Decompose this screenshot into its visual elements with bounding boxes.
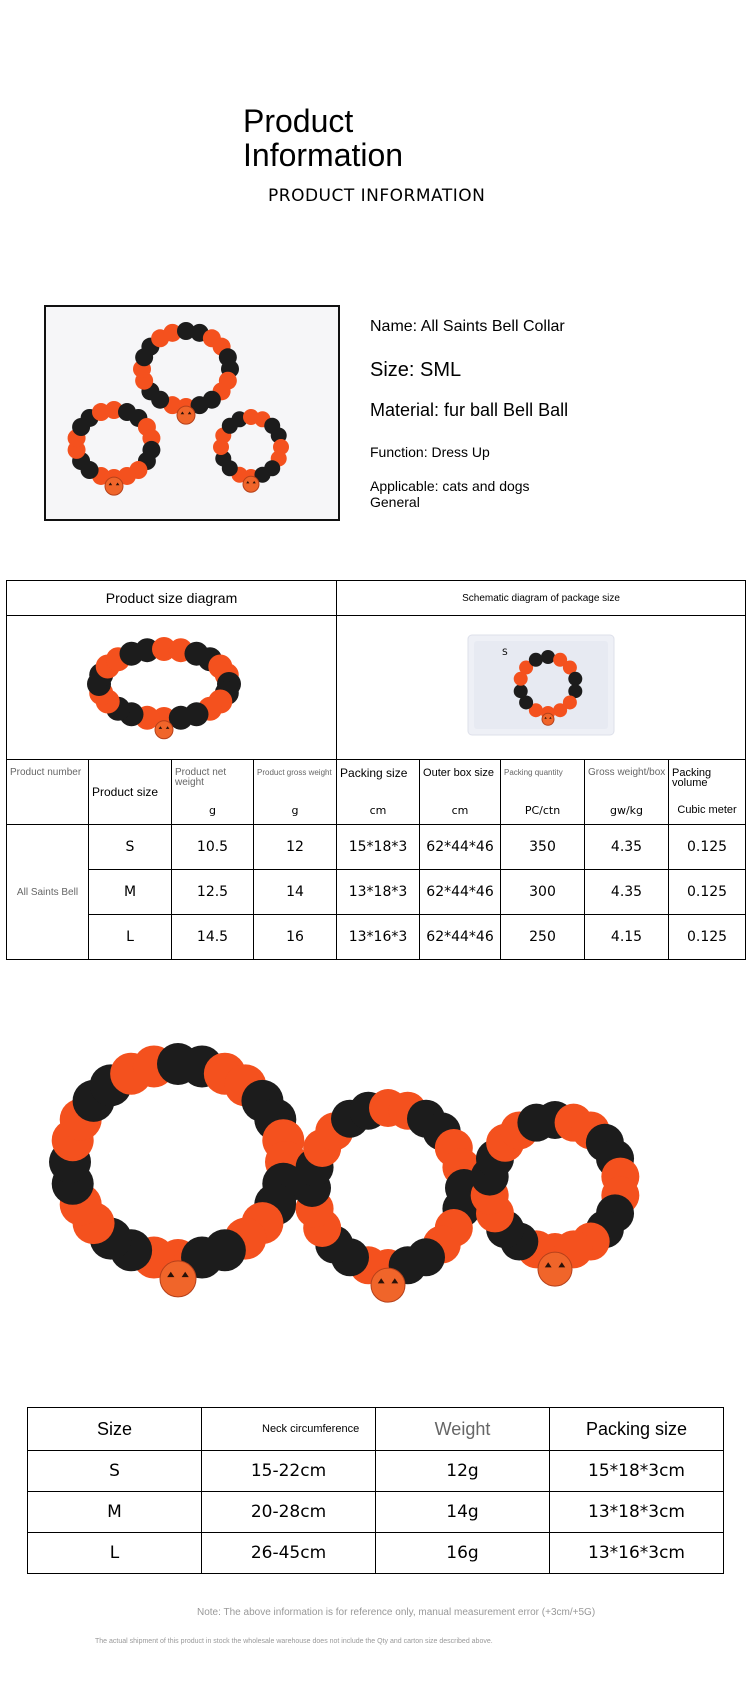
cell-outer: 62*44*46	[420, 870, 501, 915]
unit-qty: PC/ctn	[501, 796, 585, 825]
product-photo	[44, 305, 340, 521]
weight-col-header: Weight	[376, 1408, 550, 1451]
collar-small-left	[68, 401, 161, 495]
col-gross-weight: Product gross weight	[254, 760, 337, 797]
table-row	[28, 1533, 724, 1574]
cell-qty: 250	[501, 915, 585, 960]
cell-volume: 0.125	[669, 825, 746, 870]
unit-outer: cm	[420, 796, 501, 825]
cell-packing: 15*18*3	[337, 825, 420, 870]
col-net-weight: Product net weight	[172, 760, 254, 797]
col-product-number: Product number	[7, 760, 89, 825]
pom-pom-ball	[529, 653, 543, 667]
cell-size: L	[89, 915, 172, 960]
unit-volume: Cubic meter	[669, 796, 746, 825]
size-diagram-header: Product size diagram	[7, 581, 337, 616]
collar-small-right	[213, 409, 289, 492]
unit-gross: g	[254, 796, 337, 825]
cell-qty: 300	[501, 870, 585, 915]
note-shipment: The actual shipment of this product in stock the wholesale warehouse does not include the Qty and carton size described above.	[95, 1638, 493, 1645]
product-name: Name: All Saints Bell Collar	[370, 318, 565, 335]
cell-packing: 15*18*3cm	[550, 1451, 724, 1492]
pumpkin-bell-icon	[155, 721, 173, 739]
cell-neck: 15-22cm	[202, 1451, 376, 1492]
cell-gw: 4.35	[585, 870, 669, 915]
product-applicable: Applicable: cats and dogs General	[370, 478, 530, 510]
collar-small-big	[471, 1101, 640, 1286]
cell-size: M	[89, 870, 172, 915]
page-title: Product Information	[243, 103, 404, 173]
product-function: Function: Dress Up	[370, 444, 490, 460]
collar-medium-big	[293, 1089, 483, 1302]
pumpkin-bell-icon	[243, 476, 259, 492]
collars-illustration	[46, 307, 338, 519]
package-illustration	[466, 633, 616, 737]
cell-packing: 13*16*3cm	[550, 1533, 724, 1574]
product-number-cell: All Saints Bell	[7, 825, 89, 960]
package-bag-inner	[474, 641, 608, 729]
cell-gross: 16	[254, 915, 337, 960]
cell-size: M	[28, 1492, 202, 1533]
table-row	[7, 870, 746, 915]
unit-packing: cm	[337, 796, 420, 825]
cell-gross: 12	[254, 825, 337, 870]
pom-pom-ball	[568, 672, 582, 686]
col-gross-box: Gross weight/box	[585, 760, 669, 797]
unit-gw: gw/kg	[585, 796, 669, 825]
cell-size: S	[89, 825, 172, 870]
cell-size: S	[28, 1451, 202, 1492]
pom-pom-ball	[541, 650, 555, 664]
cell-weight: 12g	[376, 1451, 550, 1492]
cell-packing: 13*18*3	[337, 870, 420, 915]
collar-large	[133, 322, 239, 424]
cell-size: L	[28, 1533, 202, 1574]
cell-weight: 16g	[376, 1533, 550, 1574]
cell-packing: 13*18*3cm	[550, 1492, 724, 1533]
cell-outer: 62*44*46	[420, 825, 501, 870]
col-product-size: Product size	[89, 760, 172, 825]
product-size: Size: SML	[370, 359, 462, 381]
pom-pom-ball	[514, 684, 528, 698]
cell-qty: 350	[501, 825, 585, 870]
cell-gw: 4.15	[585, 915, 669, 960]
cell-outer: 62*44*46	[420, 915, 501, 960]
packing-col-header: Packing size	[550, 1408, 724, 1451]
pumpkin-bell-icon	[538, 1252, 572, 1286]
cell-net: 10.5	[172, 825, 254, 870]
pumpkin-bell-icon	[177, 406, 195, 424]
unit-net: g	[172, 796, 254, 825]
page-subtitle: PRODUCT INFORMATION	[268, 186, 486, 206]
pumpkin-bell-icon	[105, 477, 123, 495]
col-packing-volume: Packing volume	[669, 760, 746, 797]
col-outer-box: Outer box size	[420, 760, 501, 797]
col-packing-size: Packing size	[337, 760, 420, 797]
cell-net: 14.5	[172, 915, 254, 960]
note-measurement: Note: The above information is for reference only, manual measurement error (+3cm/+5G)	[197, 1607, 596, 1618]
cell-weight: 14g	[376, 1492, 550, 1533]
cell-neck: 20-28cm	[202, 1492, 376, 1533]
pom-pom-ball	[553, 703, 567, 717]
collars-large-photo	[40, 1030, 710, 1350]
cell-gross: 14	[254, 870, 337, 915]
table-row	[28, 1451, 724, 1492]
pumpkin-bell-icon	[371, 1268, 405, 1302]
package-size-letter: S	[502, 648, 508, 658]
pumpkin-bell-icon	[160, 1261, 196, 1297]
table-row	[7, 825, 746, 870]
size-diagram-image	[7, 616, 337, 760]
cell-neck: 26-45cm	[202, 1533, 376, 1574]
product-material: Material: fur ball Bell Ball	[370, 400, 569, 420]
collar-diagram	[82, 630, 262, 740]
package-diagram-image	[337, 616, 746, 760]
size-col-header: Size	[28, 1408, 202, 1451]
cell-gw: 4.35	[585, 825, 669, 870]
table-row	[7, 915, 746, 960]
neck-col-header: Neck circumference	[202, 1408, 376, 1451]
collar-large-big	[49, 1043, 307, 1297]
cell-volume: 0.125	[669, 870, 746, 915]
pumpkin-bell-icon	[542, 713, 554, 725]
col-packing-qty: Packing quantity	[501, 760, 585, 797]
table-row	[28, 1492, 724, 1533]
spec-table	[6, 580, 746, 960]
package-diagram-header: Schematic diagram of package size	[337, 581, 746, 616]
collar-diagram-ring	[87, 637, 241, 739]
size-table	[27, 1407, 724, 1574]
cell-net: 12.5	[172, 870, 254, 915]
cell-volume: 0.125	[669, 915, 746, 960]
cell-packing: 13*16*3	[337, 915, 420, 960]
